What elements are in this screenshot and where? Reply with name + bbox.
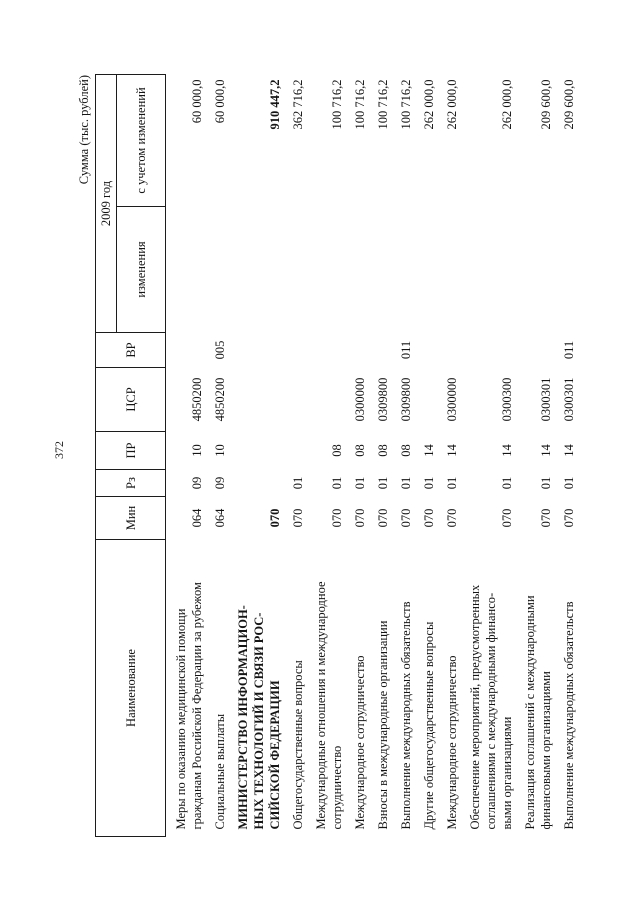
row-name: Международные отношения и международное сотрудничество [314, 581, 344, 830]
row-amount-with-changes: 100 716,2 [330, 79, 344, 130]
row-amount-changes [414, 207, 437, 333]
row-rz-code: 01 [562, 476, 576, 490]
row-amount-changes [368, 207, 391, 333]
row-amount-with-changes: 262 000,0 [500, 79, 514, 130]
row-vr-code: 011 [562, 340, 576, 360]
header-name: Наименование [96, 540, 166, 837]
row-pr-code: 14 [500, 444, 514, 457]
row-vr-code [283, 333, 306, 368]
row-amount-with-changes: 910 447,2 [268, 79, 282, 130]
row-pr-code: 08 [399, 444, 413, 457]
row-name: Обеспечение мероприятий, предусмотренных соглашениями с международными финансо- выми организациями [468, 584, 514, 830]
table-row [414, 74, 437, 836]
row-csr-code: 0300300 [500, 377, 514, 422]
row-amount-with-changes: 60 000,0 [190, 79, 204, 124]
row-name: МИНИСТЕРСТВО ИНФОРМАЦИОН- НЫХ ТЕХНОЛОГИЙ И СВЯЗИ РОС- СИЙСКОЙ ФЕДЕРАЦИИ [236, 605, 282, 830]
row-pr-code: 14 [422, 444, 436, 457]
table-row [391, 74, 414, 836]
row-vr-code: 011 [399, 340, 413, 360]
row-name: Реализация соглашений с международными финансовыми организациями [523, 595, 553, 830]
header-year-2009: 2009 год [96, 74, 117, 332]
header-pr: ПР [96, 432, 166, 470]
header-csr: ЦСР [96, 368, 166, 432]
row-vr-code [368, 333, 391, 368]
row-amount-with-changes: 209 600,0 [562, 79, 576, 130]
header-min: Мин [96, 497, 166, 540]
row-name: Социальные выплаты [213, 713, 227, 830]
row-vr-code [166, 333, 206, 368]
row-amount-changes [306, 207, 345, 333]
row-min-code: 070 [422, 508, 436, 528]
row-rz-code: 01 [291, 476, 305, 490]
table-row [306, 74, 345, 836]
row-rz-code: 09 [190, 476, 204, 490]
row-min-code: 070 [445, 508, 459, 528]
row-rz-code: 01 [500, 476, 514, 490]
header-changes: изменения [117, 207, 166, 333]
table-row [368, 74, 391, 836]
row-amount-changes [345, 207, 368, 333]
table-row [166, 74, 206, 836]
row-vr-code [345, 333, 368, 368]
row-name: Международное сотрудничество [353, 655, 367, 830]
row-amount-with-changes: 60 000,0 [213, 79, 227, 124]
row-amount-changes [283, 207, 306, 333]
row-amount-with-changes: 362 716,2 [291, 79, 305, 130]
row-csr-code: 0300301 [562, 377, 576, 422]
row-amount-changes [391, 207, 414, 333]
row-csr-code: 0309800 [376, 377, 390, 422]
row-csr-code: 4850200 [190, 377, 204, 422]
row-amount-with-changes: 100 716,2 [376, 79, 390, 130]
row-min-code: 070 [399, 508, 413, 528]
table-row [460, 74, 515, 836]
row-amount-changes [205, 207, 228, 333]
row-amount-with-changes: 100 716,2 [399, 79, 413, 130]
row-rz-code: 01 [376, 476, 390, 490]
row-csr-code: 0300301 [539, 377, 553, 422]
row-pr-code [228, 432, 283, 470]
row-name: Международное сотрудничество [445, 655, 459, 830]
row-pr-code: 10 [190, 444, 204, 457]
row-amount-changes [460, 207, 515, 333]
row-name: Выполнение международных обязательств [399, 601, 413, 830]
row-min-code: 070 [562, 508, 576, 528]
row-vr-code: 005 [213, 340, 227, 360]
row-min-code: 064 [190, 508, 204, 528]
budget-table [95, 74, 577, 837]
row-csr-code [228, 368, 283, 432]
row-name: Взносы в международные организации [376, 620, 390, 830]
row-amount-changes [228, 207, 283, 333]
table-row [228, 74, 283, 836]
page-number: 372 [52, 441, 66, 459]
row-min-code: 070 [353, 508, 367, 528]
row-csr-code: 0309800 [399, 377, 413, 422]
row-csr-code: 4850200 [213, 377, 227, 422]
row-vr-code [306, 333, 345, 368]
header-rz: Рз [96, 470, 166, 497]
row-csr-code [414, 368, 437, 432]
row-csr-code: 0300000 [353, 377, 367, 422]
row-name: Выполнение международных обязательств [562, 601, 576, 830]
row-min-code: 070 [376, 508, 390, 528]
table-row [205, 74, 228, 836]
row-min-code: 070 [268, 508, 282, 528]
row-csr-code [283, 368, 306, 432]
row-name: Другие общегосударственные вопросы [422, 621, 436, 830]
row-pr-code: 08 [376, 444, 390, 457]
row-rz-code: 01 [399, 476, 413, 490]
row-rz-code: 01 [353, 476, 367, 490]
row-amount-with-changes: 100 716,2 [353, 79, 367, 130]
row-amount-with-changes: 209 600,0 [539, 79, 553, 130]
row-pr-code: 14 [539, 444, 553, 457]
row-min-code: 070 [500, 508, 514, 528]
row-csr-code: 0300000 [445, 377, 459, 422]
row-pr-code [283, 432, 306, 470]
row-rz-code: 01 [445, 476, 459, 490]
table-row [515, 74, 554, 836]
header-vr: ВР [96, 333, 166, 368]
row-amount-changes [554, 207, 577, 333]
header-with-changes: с учетом изменений [117, 74, 166, 206]
table-header [96, 74, 166, 836]
row-pr-code: 14 [562, 444, 576, 457]
row-vr-code [414, 333, 437, 368]
row-rz-code: 01 [422, 476, 436, 490]
row-amount-changes [515, 207, 554, 333]
row-pr-code: 14 [445, 444, 459, 457]
table-row [554, 74, 577, 836]
row-pr-code: 08 [330, 444, 344, 457]
row-rz-code [228, 470, 283, 497]
row-vr-code [228, 333, 283, 368]
row-min-code: 064 [213, 508, 227, 528]
row-min-code: 070 [330, 508, 344, 528]
table-row [283, 74, 306, 836]
row-pr-code: 10 [213, 444, 227, 457]
row-vr-code [460, 333, 515, 368]
row-rz-code: 01 [539, 476, 553, 490]
row-vr-code [437, 333, 460, 368]
row-amount-changes [437, 207, 460, 333]
row-min-code: 070 [539, 508, 553, 528]
sum-units-label: Сумма (тыс. рублей) [77, 75, 91, 185]
row-name: Общегосударственные вопросы [291, 660, 305, 830]
table-body [166, 74, 578, 836]
row-pr-code: 08 [353, 444, 367, 457]
row-rz-code: 09 [213, 476, 227, 490]
row-amount-with-changes: 262 000,0 [422, 79, 436, 130]
row-amount-changes [166, 207, 206, 333]
row-rz-code: 01 [330, 476, 344, 490]
row-csr-code [306, 368, 345, 432]
table-row [437, 74, 460, 836]
row-min-code: 070 [291, 508, 305, 528]
row-amount-with-changes: 262 000,0 [445, 79, 459, 130]
row-vr-code [515, 333, 554, 368]
table-row [345, 74, 368, 836]
row-name: Меры по оказанию медицинской помощи гражданам Российской Федерации за рубежом [174, 582, 204, 830]
